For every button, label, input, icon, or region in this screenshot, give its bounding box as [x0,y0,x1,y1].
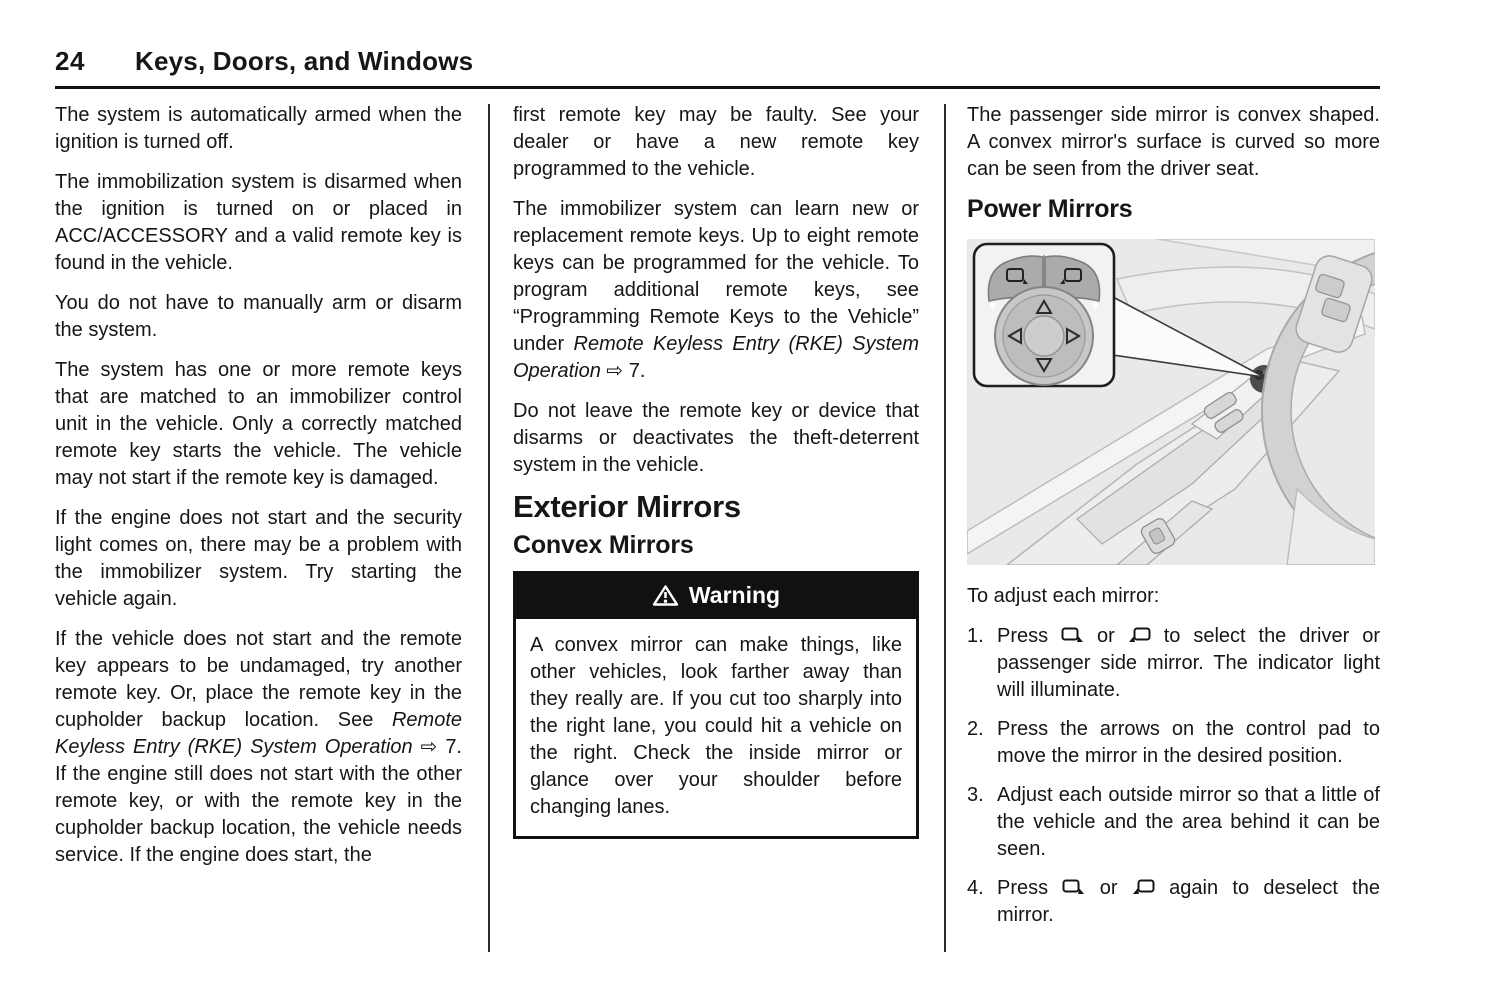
paragraph: Do not leave the remote key or device that disarms or deactivates the theft-deterrent system in the vehicle. [513,400,919,476]
list-item [967,623,1380,704]
mirror-passenger-icon [1128,627,1151,644]
paragraph: If the vehicle does not start and the remote key appears to be undamaged, try another remote key. Or, place the remote key in the cupholder backup location. See Remote Keyless Entry (RKE) System Operation ⇨ 7. If the engine still does not start with the other remote key, or with the remote key in the cupholder backup location, the vehicle needs service. If the engine does start, the [55,628,462,866]
adjust-steps [967,623,1380,929]
warning-text: A convex mirror can make things, like other vehicles, look farther away than they really are. If you cut too sharply into the right lane, you could hit a vehicle on the right. Check the inside mirror or glance over your shoulder before changing lanes. [516,619,916,836]
subsection-heading-convex-mirrors: Convex Mirrors [513,531,694,559]
mirror-driver-icon [1062,879,1085,896]
mirror-driver-icon [1061,627,1084,644]
paragraph: The immobilization system is disarmed when the ignition is turned on or placed in ACC/ACCESSORY and a valid remote key is found in the vehicle. [55,171,462,274]
list-item [967,716,1380,770]
chapter-title: Keys, Doors, and Windows [135,46,474,76]
step-text: Press or to select the driver or passenger side mirror. The indicator light will illuminate. [997,625,1380,701]
paragraph: If the engine does not start and the security light comes on, there may be a problem with the immobilizer system. Try starting the vehicle again. [55,507,462,610]
mirror-passenger-icon [1132,879,1155,896]
step-number: 1. [967,625,984,647]
power-mirrors-illustration [967,239,1375,565]
list-item [967,875,1380,929]
paragraph: The immobilizer system can learn new or replacement remote keys. Up to eight remote keys can be programmed for the vehicle. To program additional remote keys, see “Programming Remote Keys to the Vehicle” under Remote Keyless Entry (RKE) System Operation ⇨ 7. [513,198,919,382]
column-divider [488,104,490,952]
list-item [967,782,1380,863]
step-text: Press the arrows on the control pad to move the mirror in the desired position. [997,718,1380,767]
section-heading-power-mirrors: Power Mirrors [967,195,1133,223]
column-1 [55,102,462,882]
step-number: 4. [967,877,984,899]
adjust-intro: To adjust each mirror: [967,585,1160,607]
step-text: Adjust each outside mirror so that a little of the vehicle and the area behind it can be seen. [997,784,1380,860]
step-text: Press or again to deselect the mirror. [997,877,1380,926]
paragraph: You do not have to manually arm or disarm the system. [55,292,462,341]
warning-triangle-icon [652,584,679,607]
page-header [55,46,1380,77]
step-number: 2. [967,718,984,740]
warning-title: Warning [688,581,781,608]
paragraph: The system is automatically armed when the ignition is turned off. [55,104,462,153]
section-heading-exterior-mirrors: Exterior Mirrors [513,489,741,524]
header-rule [55,86,1380,89]
column-3 [967,102,1380,941]
paragraph: The system has one or more remote keys that are matched to an immobilizer control unit in the vehicle. Only a correctly matched remote key starts the vehicle. The vehicle may not start if the remote key is damaged. [55,359,462,489]
paragraph: first remote key may be faulty. See your dealer or have a new remote key programmed to the vehicle. [513,104,919,180]
warning-header [516,574,916,619]
column-2 [513,102,919,839]
column-divider [944,104,946,952]
content-columns [55,102,1380,952]
column-2-paragraphs [513,102,919,479]
page-number: 24 [55,46,85,76]
warning-box [513,571,919,839]
paragraph: The passenger side mirror is convex shaped. A convex mirror's surface is curved so more can be seen from the driver seat. [967,104,1380,180]
column-3-paragraphs [967,102,1380,183]
column-1-paragraphs [55,102,462,869]
step-number: 3. [967,784,984,806]
